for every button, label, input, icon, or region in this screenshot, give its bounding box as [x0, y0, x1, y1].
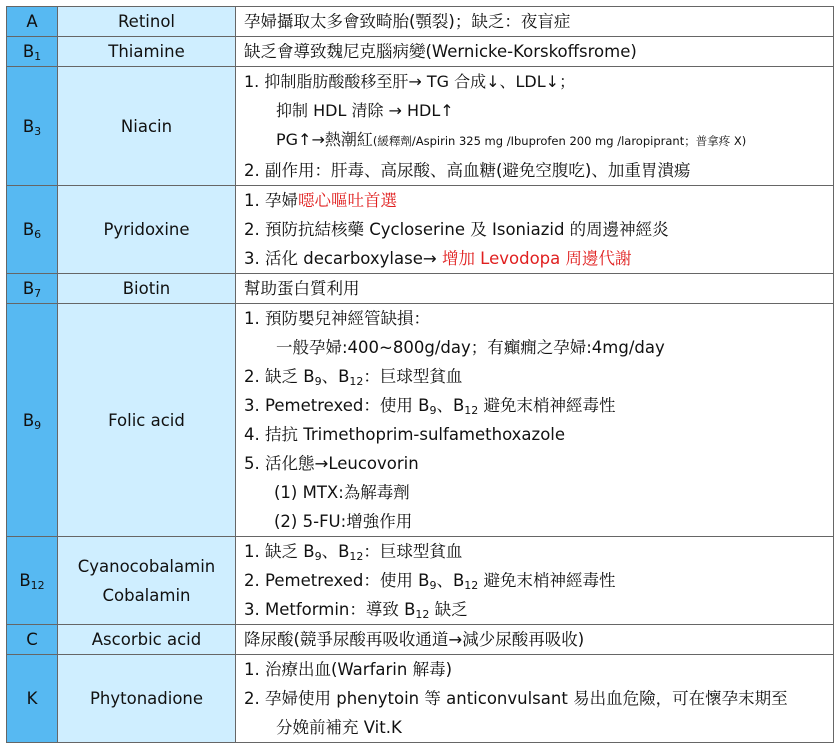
- description-line: 2. 副作用：肝毒、高尿酸、高血糖(避免空腹吃)、加重胃潰瘍: [244, 161, 691, 180]
- vitamin-code: $B_3$: [7, 67, 58, 186]
- description-line: 分娩前補充 Vit.K: [276, 718, 402, 737]
- description-line: 1. 抑制脂肪酸酸移至肝→ TG 合成↓、LDL↓；: [244, 72, 576, 91]
- vitamin-name: Ascorbic acid: [58, 625, 236, 655]
- description-line: 2. 孕婦使用 phenytoin 等 anticonvulsant 易出血危險，可在懷孕末期至: [244, 689, 788, 708]
- vitamin-code: $B_7$: [7, 274, 58, 304]
- description-line: 1. 孕婦噁心嘔吐首選: [244, 191, 397, 210]
- description-line: 3. Metformin：導致 $B_{12}$ 缺乏: [244, 600, 468, 621]
- vitamin-name: Biotin: [58, 274, 236, 304]
- vitamin-description: [236, 186, 834, 274]
- vitamin-description: 缺乏會導致魏尼克腦病變(Wernicke-Korskoffsrome): [236, 37, 834, 67]
- vitamin-name: Pyridoxine: [58, 186, 236, 274]
- vitamin-description: 降尿酸(競爭尿酸再吸收通道→減少尿酸再吸收): [236, 625, 834, 655]
- vitamin-code: A: [7, 7, 58, 37]
- vitamin-name: Niacin: [58, 67, 236, 186]
- description-line: (1) MTX:為解毒劑: [274, 483, 410, 502]
- vitamin-name: Thiamine: [58, 37, 236, 67]
- table-row: [7, 186, 834, 274]
- description-line: 3. 活化 decarboxylase→ 增加 Levodopa 周邊代謝: [244, 249, 632, 268]
- description-line: 2. 預防抗結核藥 Cycloserine 及 Isoniazid 的周邊神經炎: [244, 220, 669, 239]
- vitamin-name: Phytonadione: [58, 655, 236, 743]
- description-line: 5. 活化態→Leucovorin: [244, 454, 419, 473]
- vitamin-code: $B_6$: [7, 186, 58, 274]
- vitamin-description: [236, 67, 834, 186]
- highlight-text: 噁心嘔吐首選: [298, 191, 397, 210]
- description-line: 2. 缺乏 $B_9$、$B_{12}$：巨球型貧血: [244, 367, 463, 388]
- vitamin-description: 幫助蛋白質利用: [236, 274, 834, 304]
- table-row: [7, 625, 834, 655]
- vitamin-code: C: [7, 625, 58, 655]
- table-row: [7, 67, 834, 186]
- description-line: 3. Pemetrexed：使用 $B_9$、$B_{12}$ 避免末梢神經毒性: [244, 396, 616, 417]
- vitamin-description: [236, 304, 834, 537]
- vitamin-code: $B_9$: [7, 304, 58, 537]
- vitamin-code: $B_{12}$: [7, 537, 58, 625]
- table-row: [7, 655, 834, 743]
- vitamin-name: Retinol: [58, 7, 236, 37]
- description-line: (2) 5-FU:增強作用: [274, 512, 413, 531]
- table-row: [7, 537, 834, 625]
- table-row: [7, 7, 834, 37]
- vitamin-name: Folic acid: [58, 304, 236, 537]
- vitamin-code: $B_1$: [7, 37, 58, 67]
- description-line: 2. Pemetrexed：使用 $B_9$、$B_{12}$ 避免末梢神經毒性: [244, 571, 616, 592]
- vitamin-code: K: [7, 655, 58, 743]
- table-row: [7, 304, 834, 537]
- table-row: [7, 37, 834, 67]
- description-line: 一般孕婦:400~800g/day；有癲癇之孕婦:4mg/day: [276, 338, 665, 357]
- description-line: 1. 缺乏 $B_9$、$B_{12}$：巨球型貧血: [244, 542, 463, 563]
- vitamin-table: [6, 6, 834, 743]
- table-row: [7, 274, 834, 304]
- vitamin-description: [236, 655, 834, 743]
- description-line: 抑制 HDL 清除 → HDL↑: [276, 101, 454, 120]
- vitamin-name: Cyanocobalamin Cobalamin: [58, 537, 236, 625]
- description-line: 4. 拮抗 Trimethoprim-sulfamethoxazole: [244, 425, 566, 444]
- description-line: 1. 治療出血(Warfarin 解毒): [244, 660, 453, 679]
- vitamin-description: 孕婦攝取太多會致畸胎(顎裂)；缺乏：夜盲症: [236, 7, 834, 37]
- vitamin-description: [236, 537, 834, 625]
- description-line: 1. 預防嬰兒神經管缺損：: [244, 309, 430, 328]
- description-line: PG↑→熱潮紅(緩釋劑/Aspirin 325 mg /Ibuprofen 200 mg /laropiprant；普拿疼 X): [276, 130, 747, 149]
- highlight-text: 增加 Levodopa 周邊代謝: [441, 249, 632, 268]
